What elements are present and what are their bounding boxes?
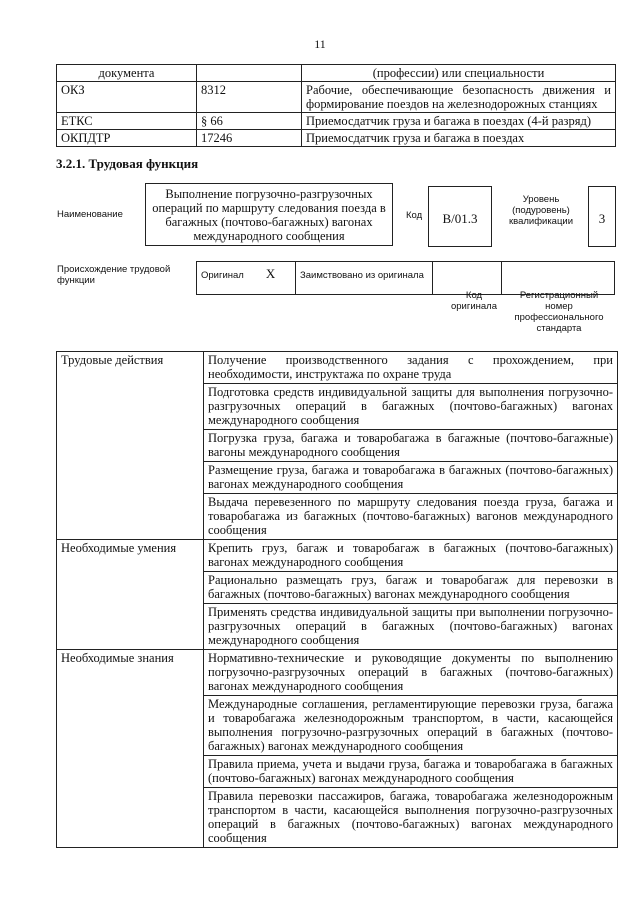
labor-action-item: Размещение груза, багажа и товаробагажа в багажных (почтово-багажных) вагонах международного сообщения [204, 462, 618, 494]
labor-action-item: Выдача перевезенного по маршруту следования поезда груза, багажа и товаробагажа из багажных (почтово-багажных) вагонов международного сообщения [204, 494, 618, 540]
classifier-name: ОКЗ [57, 82, 197, 113]
table-row [57, 113, 616, 130]
labor-action-item: Подготовка средств индивидуальной защиты для выполнения погрузочно-разгрузочных операций в багажных (почтово-багажных) вагонах международного сообщения [204, 384, 618, 430]
table-row [57, 82, 616, 113]
knowledge-item: Правила перевозки пассажиров, багажа, товаробагажа железнодорожным транспортом в части, касающейся выполнения погрузочно-разгрузочных операций в багажных (почтово-багажных) вагонах международного сообщения [204, 788, 618, 848]
original-mark: X [265, 266, 276, 281]
function-name-box: Выполнение погрузочно-разгрузочных операций по маршруту следования поезда в багажных (почтово-багажных) вагонах международного сообщения [145, 183, 393, 246]
knowledge-label: Необходимые знания [57, 650, 204, 848]
classifier-table [56, 64, 616, 147]
borrowed-label: Заимствовано из оригинала [300, 270, 424, 281]
function-details-table [56, 351, 618, 848]
origin-label: Происхождение трудовой функции [57, 264, 171, 286]
original-label: Оригинал [201, 270, 244, 281]
qualification-level-box: 3 [588, 186, 616, 247]
classifier-title: Приемосдатчик груза и багажа в поездах [302, 130, 616, 147]
skill-item: Рационально размещать груз, багаж и товаробагаж для перевозки в багажных (почтово-багажных) вагонах международного сообщения [204, 572, 618, 604]
classifier-name: ОКПДТР [57, 130, 197, 147]
classifier-code: § 66 [197, 113, 302, 130]
labor-action-item: Получение производственного задания с прохождением, при необходимости, инструктажа по охране труда [204, 352, 618, 384]
name-label: Наименование [57, 209, 123, 220]
table-header-row [57, 65, 616, 82]
knowledge-item: Международные соглашения, регламентирующие перевозки груза, багажа и товаробагажа железнодорожным транспортом, в части, касающейся выполнения погрузочно-разгрузочных операций в багажных (почтово-багажных) вагонах международного сообщения [204, 696, 618, 756]
section-title: 3.2.1. Трудовая функция [56, 156, 199, 171]
code-label: Код [406, 210, 423, 221]
page-number: 11 [314, 37, 326, 51]
knowledge-item: Правила приема, учета и выдачи груза, багажа и товаробагажа в багажных (почтово-багажных) вагонах международного сообщения [204, 756, 618, 788]
function-code-box: B/01.3 [428, 186, 492, 247]
classifier-name: ЕТКС [57, 113, 197, 130]
header-cell-profession: (профессии) или специальности [302, 65, 616, 82]
skill-item: Крепить груз, багаж и товаробагаж в багажных (почтово-багажных) вагонах международного сообщения [204, 540, 618, 572]
header-cell-document: документа [57, 65, 197, 82]
classifier-code: 17246 [197, 130, 302, 147]
level-label: Уровень (подуровень) квалификации [508, 194, 574, 227]
labor-actions-label: Трудовые действия [57, 352, 204, 540]
table-row [57, 130, 616, 147]
knowledge-item: Нормативно-технические и руководящие документы по выполнению погрузочно-разгрузочных операций в багажных (почтово-багажных) вагонах международного сообщения [204, 650, 618, 696]
labor-action-item: Погрузка груза, багажа и товаробагажа в багажные (почтово-багажные) вагоны международного сообщения [204, 430, 618, 462]
classifier-code: 8312 [197, 82, 302, 113]
table-row [57, 650, 618, 696]
skills-label: Необходимые умения [57, 540, 204, 650]
original-cell [197, 262, 296, 295]
table-row [57, 540, 618, 572]
origin-code-caption: Код оригинала [450, 290, 497, 312]
classifier-title: Рабочие, обеспечивающие безопасность движения и формирование поездов на железнодорожных станциях [302, 82, 616, 113]
classifier-title: Приемосдатчик груза и багажа в поездах (4-й разряд) [302, 113, 616, 130]
table-row [57, 352, 618, 384]
header-cell-code [197, 65, 302, 82]
reg-number-caption: Регистрационный номер профессионального стандарта [514, 290, 604, 334]
skill-item: Применять средства индивидуальной защиты при выполнении погрузочно-разгрузочных операций в багажных (почтово-багажных) вагонах международного сообщения [204, 604, 618, 650]
borrowed-cell [296, 262, 433, 295]
